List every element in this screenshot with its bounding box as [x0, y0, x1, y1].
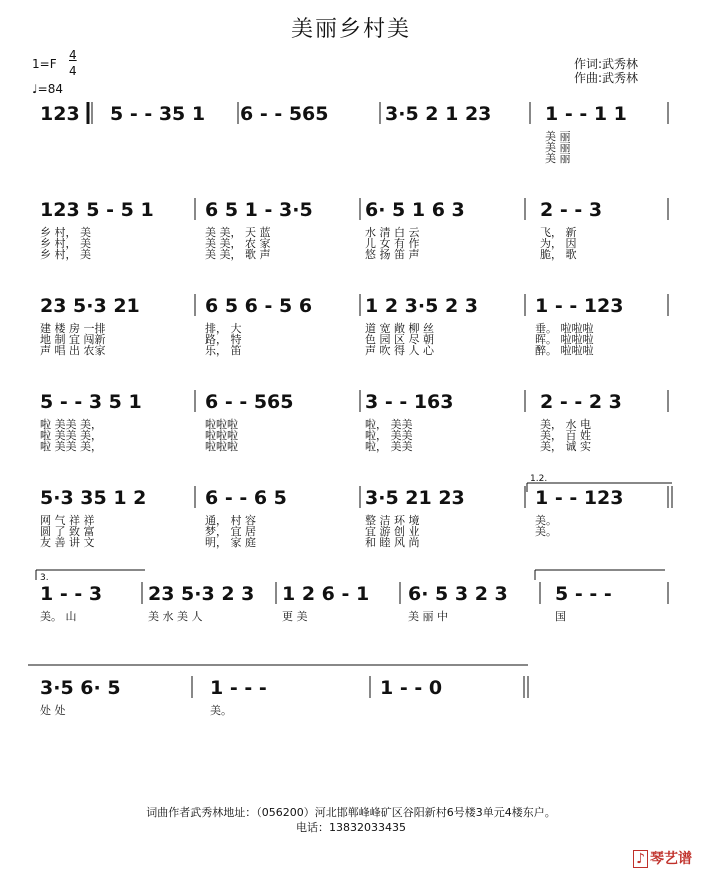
measure-notes: 5 - - -: [555, 583, 612, 605]
time-sig-bottom: 4: [69, 64, 77, 78]
lyric-line: 美， 百 姓: [540, 429, 591, 442]
lyric-line: 美， 诚 实: [540, 440, 591, 453]
measure-notes: 3·5 6· 5: [40, 677, 121, 699]
composer: 作曲:武秀林: [574, 71, 639, 85]
lyric-line: 友 善 讲 文: [40, 536, 95, 549]
lyric-line: 啦啦啦: [205, 418, 238, 431]
lyric-line: 美。: [535, 514, 557, 527]
lyric-line: 醉。 啦啦啦: [535, 344, 594, 357]
measure-notes: 1 - - 123: [535, 295, 624, 317]
lyricist: 作词:武秀林: [574, 57, 639, 71]
lyric-line: 圆 了 致 富: [40, 525, 95, 538]
score-row: [40, 486, 672, 549]
measure-notes: 3 - - 163: [365, 391, 454, 413]
volta-third-label: 3.: [40, 573, 49, 583]
measure-notes: 1 2 3·5 2 3: [365, 295, 478, 317]
measure-notes: 6 - - 6 5: [205, 487, 287, 509]
lyric-line: 处 处: [40, 704, 66, 717]
score-rows: [40, 102, 672, 717]
lyric-line: 啦 美美 美，: [40, 418, 102, 431]
measure-notes: 5 - - 35 1: [110, 103, 206, 125]
logo-icon: ♪: [633, 850, 648, 868]
lyric-line: 美 美， 歌 声: [205, 248, 271, 261]
lyric-line: 梦， 宜 居: [205, 525, 256, 538]
page-title: 美丽乡村美: [290, 17, 411, 42]
measure-notes: 23 5·3 21: [40, 295, 140, 317]
measure-notes: 6 - - 565: [240, 103, 329, 125]
lyric-line: 啦， 美美: [365, 440, 413, 453]
lyric-line: 垂。 啦啦啦: [535, 322, 594, 335]
footer: [0, 805, 702, 835]
lyric-line: 排， 大: [205, 322, 242, 335]
lyric-line: 乡 村， 美: [40, 226, 91, 239]
volta-second: [535, 570, 665, 580]
measure-notes: 123: [40, 103, 80, 125]
lyric-line: 美 美， 农 家: [205, 237, 271, 250]
lyric-line: 色 园 区 尽 朝: [365, 333, 434, 346]
lyric-line: 宜 游 创 业: [365, 525, 420, 538]
lyric-line: 啦 美美 美，: [40, 440, 102, 453]
measure-notes: 1 - - 3: [40, 583, 103, 605]
lyric-line: 为， 因: [540, 237, 577, 250]
lyric-line: 美 美， 天 蓝: [205, 226, 271, 239]
score-row: [40, 198, 668, 261]
quarter-note-icon: ♩: [32, 82, 38, 96]
lyric-line: 明， 家 庭: [205, 536, 256, 549]
lyric-line: 路， 特: [205, 333, 242, 346]
lyric-line: 啦 美美 美，: [40, 429, 102, 442]
lyric-line: 和 睦 风 尚: [365, 536, 420, 549]
lyric-line: 美 丽: [545, 141, 571, 154]
logo-text: 琴艺谱: [650, 851, 692, 867]
measure-notes: 3·5 21 23: [365, 487, 465, 509]
lyric-line: 啦， 美美: [365, 418, 413, 431]
lyric-line: 儿 女 有 作: [365, 237, 420, 250]
measure-notes: 2 - - 3: [540, 199, 603, 221]
score-row: [40, 582, 668, 623]
score-row: [40, 294, 668, 357]
footer-phone: 电话：13832033435: [296, 821, 406, 834]
lyric-line: 乡 村， 美: [40, 237, 91, 250]
score-row: [40, 102, 668, 165]
measure-notes: 1 - - 1 1: [545, 103, 627, 125]
measure-notes: 1 - - 0: [380, 677, 443, 699]
volta-third: [36, 570, 145, 583]
measure-notes: 6· 5 1 6 3: [365, 199, 465, 221]
lyric-line: 建 楼 房 一排: [40, 322, 106, 335]
lyric-line: 国: [555, 610, 566, 623]
measure-notes: 6 5 6 - 5 6: [205, 295, 313, 317]
lyric-line: 飞， 新: [540, 226, 577, 239]
lyric-line: 乡 村， 美: [40, 248, 91, 261]
lyric-line: 道 宽 敞 柳 丝: [365, 322, 434, 335]
lyric-line: 美 丽 中: [408, 610, 448, 623]
measure-notes: 123 5 - 5 1: [40, 199, 154, 221]
lyric-line: 美 丽: [545, 152, 571, 165]
lyric-line: 整 洁 环 境: [365, 514, 420, 527]
measure-notes: 3·5 2 1 23: [385, 103, 492, 125]
lyric-line: 声 唱 出 农家: [40, 344, 106, 357]
measure-notes: 5·3 35 1 2: [40, 487, 147, 509]
score-row: [40, 390, 668, 453]
measure-notes: 6 - - 565: [205, 391, 294, 413]
measure-notes: 1 2 6 - 1: [282, 583, 370, 605]
lyric-line: 美 水 美 人: [148, 610, 203, 623]
lyric-line: 美。: [535, 525, 557, 538]
volta-first-label: 1.2.: [530, 474, 548, 484]
lyric-line: 美。 山: [40, 610, 77, 623]
lyric-line: 啦， 美美: [365, 429, 413, 442]
lyric-line: 地 制 宜 闯新: [40, 333, 106, 346]
measure-notes: 5 - - 3 5 1: [40, 391, 142, 413]
lyric-line: 美。: [210, 704, 232, 717]
lyric-line: 啦啦啦: [205, 440, 238, 453]
lyric-line: 美 丽: [545, 130, 571, 143]
key-signature: 1=F: [32, 57, 57, 71]
lyric-line: 水 清 白 云: [365, 226, 420, 239]
lyric-line: 晖。 啦啦啦: [535, 333, 594, 346]
lyric-line: 乐， 笛: [205, 344, 242, 357]
measure-notes: 1 - - -: [210, 677, 267, 699]
site-logo: [633, 848, 692, 868]
measure-notes: 1 - - 123: [535, 487, 624, 509]
lyric-line: 啦啦啦: [205, 429, 238, 442]
lyric-line: 通， 村 容: [205, 514, 256, 527]
lyric-line: 更 美: [282, 610, 308, 623]
time-sig-top: 4: [69, 48, 77, 62]
footer-address: 词曲作者武秀林地址：（056200）河北邯郸峰峰矿区谷阳新村6号楼3单元4楼东户。: [146, 806, 556, 819]
measure-notes: 6· 5 3 2 3: [408, 583, 508, 605]
measure-notes: 6 5 1 - 3·5: [205, 199, 313, 221]
lyric-line: 网 气 祥 祥: [40, 514, 95, 527]
lyric-line: 美， 水 电: [540, 418, 591, 431]
measure-notes: 23 5·3 2 3: [148, 583, 255, 605]
tempo-mark: =84: [37, 82, 63, 96]
lyric-line: 声 吹 得 人 心: [365, 344, 434, 357]
lyric-line: 悠 扬 笛 声: [365, 248, 420, 261]
lyric-line: 脆， 歌: [540, 248, 577, 261]
score-row: [40, 676, 528, 717]
measure-notes: 2 - - 2 3: [540, 391, 622, 413]
